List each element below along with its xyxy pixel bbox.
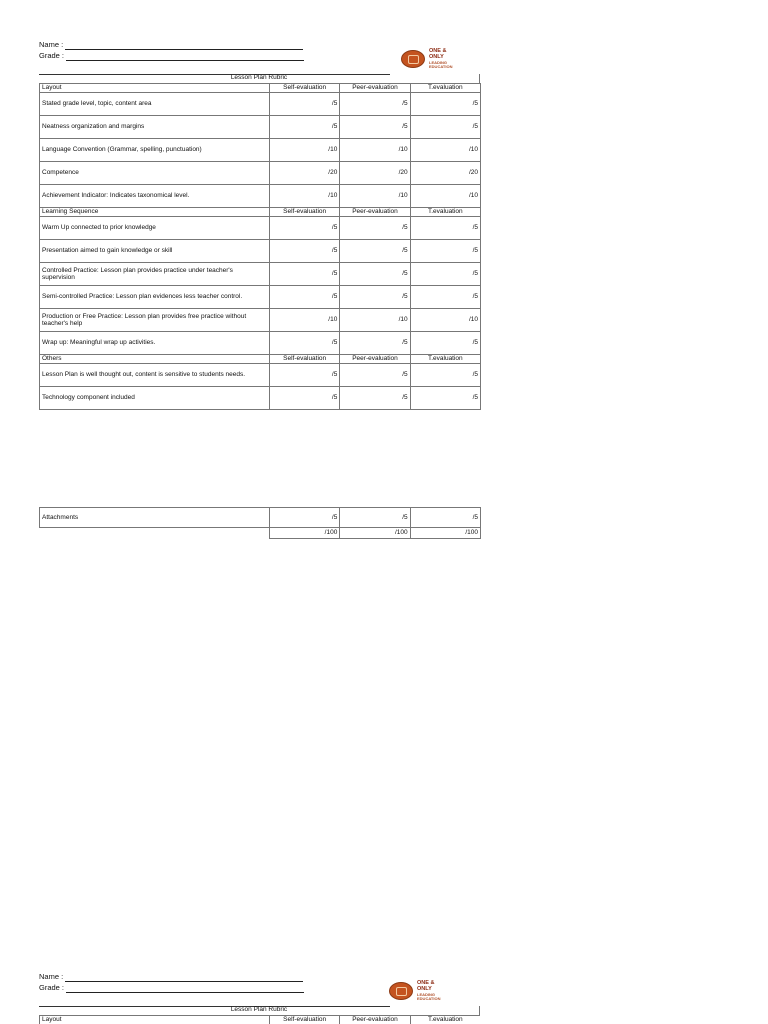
table-row <box>40 364 481 387</box>
self-score[interactable]: /5 <box>270 93 340 116</box>
name-field[interactable] <box>39 40 303 50</box>
table-row <box>40 217 481 240</box>
peer-score[interactable]: /5 <box>340 217 410 240</box>
teacher-eval-header: T.evaluation <box>410 84 480 93</box>
rubric-title: Lesson Plan Rubric <box>39 1006 480 1015</box>
teacher-score[interactable]: /10 <box>410 139 480 162</box>
self-score[interactable]: /5 <box>270 116 340 139</box>
self-score[interactable]: /10 <box>270 185 340 208</box>
criterion-label: Semi-controlled Practice: Lesson plan evidences less teacher control. <box>40 286 270 309</box>
section-name: Layout <box>40 1016 270 1024</box>
table-row <box>40 387 481 410</box>
teacher-total[interactable]: /100 <box>410 528 480 539</box>
section-name: Layout <box>40 84 270 93</box>
total-spacer <box>40 528 270 539</box>
table-row <box>40 185 481 208</box>
teacher-score[interactable]: /5 <box>410 116 480 139</box>
teacher-eval-header: T.evaluation <box>410 208 480 217</box>
section-header-row <box>40 84 481 93</box>
criterion-label: Controlled Practice: Lesson plan provides practice under teacher's supervision <box>40 263 270 286</box>
teacher-score[interactable]: /5 <box>410 263 480 286</box>
teacher-score[interactable]: /10 <box>410 309 480 332</box>
criterion-label: Neatness organization and margins <box>40 116 270 139</box>
name-field[interactable] <box>39 972 303 982</box>
rubric-sheet-repeat <box>39 970 480 1024</box>
section-header-row <box>40 355 481 364</box>
self-score[interactable]: /5 <box>270 263 340 286</box>
table-row <box>40 240 481 263</box>
peer-score[interactable]: /5 <box>340 364 410 387</box>
teacher-eval-header: T.evaluation <box>410 1016 480 1024</box>
grade-label: Grade : <box>39 51 65 60</box>
name-label: Name : <box>39 972 64 981</box>
self-score[interactable]: /5 <box>270 240 340 263</box>
self-score[interactable]: /5 <box>270 217 340 240</box>
logo-sub: LEADING EDUCATION <box>417 992 441 1002</box>
self-score[interactable]: /10 <box>270 139 340 162</box>
school-seal-icon <box>389 982 413 1000</box>
peer-score[interactable]: /5 <box>340 286 410 309</box>
table-row <box>40 309 481 332</box>
self-score[interactable]: /20 <box>270 162 340 185</box>
attachments-row <box>40 508 481 528</box>
rubric-title: Lesson Plan Rubric <box>39 74 480 83</box>
teacher-score[interactable]: /5 <box>410 332 480 355</box>
teacher-score[interactable]: /5 <box>410 364 480 387</box>
logo-brand: ONE & ONLY <box>429 48 447 60</box>
total-row <box>40 528 481 539</box>
grade-line[interactable] <box>66 54 304 61</box>
criterion-label: Wrap up: Meaningful wrap up activities. <box>40 332 270 355</box>
teacher-score[interactable]: /5 <box>410 240 480 263</box>
peer-score[interactable]: /5 <box>340 93 410 116</box>
grade-field[interactable] <box>39 51 304 61</box>
peer-score[interactable]: /5 <box>340 240 410 263</box>
self-score[interactable]: /5 <box>270 286 340 309</box>
grade-field[interactable] <box>39 983 304 993</box>
teacher-score[interactable]: /20 <box>410 162 480 185</box>
self-score[interactable]: /5 <box>270 508 340 528</box>
self-eval-header: Self-evaluation <box>270 1016 340 1024</box>
section-name: Others <box>40 355 270 364</box>
section-header-row <box>40 1016 481 1024</box>
peer-score[interactable]: /20 <box>340 162 410 185</box>
peer-eval-header: Peer-evaluation <box>340 1016 410 1024</box>
attachments-label: Attachments <box>40 508 270 528</box>
self-score[interactable]: /5 <box>270 364 340 387</box>
peer-score[interactable]: /10 <box>340 139 410 162</box>
rubric-table <box>39 83 481 410</box>
school-seal-icon <box>401 50 425 68</box>
school-logo <box>389 979 459 1005</box>
name-line[interactable] <box>65 43 303 50</box>
criterion-label: Production or Free Practice: Lesson plan provides free practice without teacher's help <box>40 309 270 332</box>
peer-eval-header: Peer-evaluation <box>340 84 410 93</box>
peer-score[interactable]: /5 <box>340 263 410 286</box>
name-line[interactable] <box>65 975 303 982</box>
teacher-score[interactable]: /5 <box>410 217 480 240</box>
criterion-label: Language Convention (Grammar, spelling, punctuation) <box>40 139 270 162</box>
table-row <box>40 116 481 139</box>
grade-line[interactable] <box>66 986 304 993</box>
self-eval-header: Self-evaluation <box>270 208 340 217</box>
rubric-table <box>39 1015 480 1024</box>
self-score[interactable]: /10 <box>270 309 340 332</box>
peer-eval-header: Peer-evaluation <box>340 208 410 217</box>
criterion-label: Warm Up connected to prior knowledge <box>40 217 270 240</box>
school-logo <box>401 47 471 73</box>
teacher-score[interactable]: /5 <box>410 387 480 410</box>
teacher-score[interactable]: /5 <box>410 286 480 309</box>
teacher-eval-header: T.evaluation <box>410 355 480 364</box>
table-row <box>40 332 481 355</box>
self-eval-header: Self-evaluation <box>270 84 340 93</box>
teacher-score[interactable]: /5 <box>410 508 480 528</box>
logo-sub: LEADING EDUCATION <box>429 60 453 70</box>
criterion-label: Stated grade level, topic, content area <box>40 93 270 116</box>
section-header-row <box>40 208 481 217</box>
name-label: Name : <box>39 40 64 49</box>
criterion-label: Presentation aimed to gain knowledge or skill <box>40 240 270 263</box>
teacher-score[interactable]: /5 <box>410 93 480 116</box>
table-row <box>40 93 481 116</box>
table-row <box>40 286 481 309</box>
self-score[interactable]: /5 <box>270 332 340 355</box>
peer-score[interactable]: /10 <box>340 309 410 332</box>
peer-score[interactable]: /5 <box>340 116 410 139</box>
peer-score[interactable]: /5 <box>340 387 410 410</box>
self-eval-header: Self-evaluation <box>270 355 340 364</box>
self-score[interactable]: /5 <box>270 387 340 410</box>
attachments-table <box>39 507 481 539</box>
grade-label: Grade : <box>39 983 65 992</box>
section-name: Learning Sequence <box>40 208 270 217</box>
criterion-label: Technology component included <box>40 387 270 410</box>
peer-score[interactable]: /5 <box>340 508 410 528</box>
table-row <box>40 263 481 286</box>
criterion-label: Lesson Plan is well thought out, content is sensitive to students needs. <box>40 364 270 387</box>
peer-eval-header: Peer-evaluation <box>340 355 410 364</box>
peer-score[interactable]: /5 <box>340 332 410 355</box>
table-row <box>40 162 481 185</box>
criterion-label: Competence <box>40 162 270 185</box>
self-total[interactable]: /100 <box>270 528 340 539</box>
peer-total[interactable]: /100 <box>340 528 410 539</box>
teacher-score[interactable]: /10 <box>410 185 480 208</box>
criterion-label: Achievement Indicator: Indicates taxonomical level. <box>40 185 270 208</box>
peer-score[interactable]: /10 <box>340 185 410 208</box>
logo-brand: ONE & ONLY <box>417 980 435 992</box>
table-row <box>40 139 481 162</box>
